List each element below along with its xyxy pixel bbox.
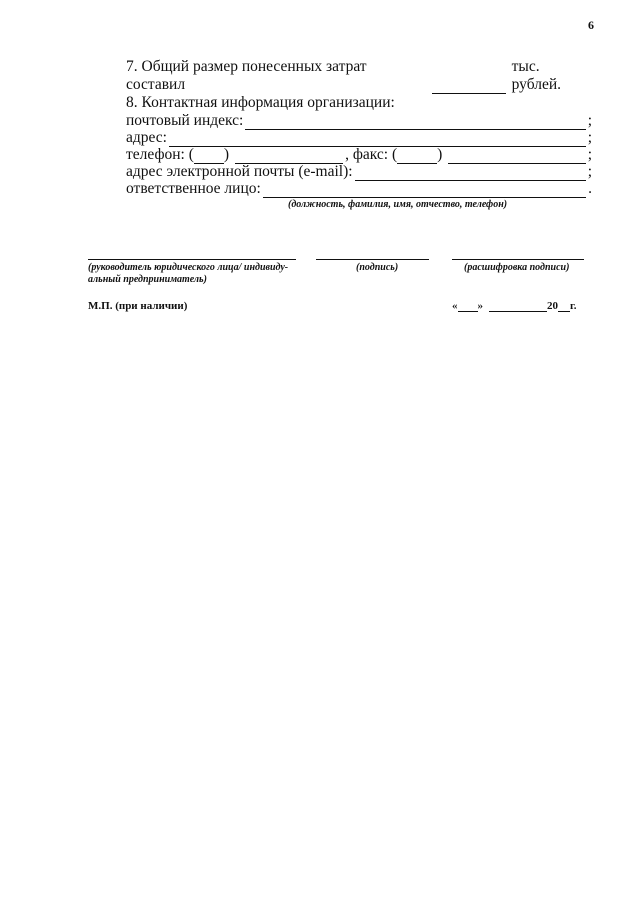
email-line xyxy=(126,163,592,181)
responsible-hint: (должность, фамилия, имя, отчество, телефон) xyxy=(288,199,508,210)
phone-number-blank[interactable] xyxy=(235,150,343,164)
total-costs-unit: тыс. рублей. xyxy=(511,58,562,93)
total-costs-line xyxy=(126,58,592,94)
day-blank[interactable] xyxy=(458,300,478,312)
date-open-quote: « xyxy=(452,300,458,312)
phone-fax-semicolon: ; xyxy=(587,146,592,163)
postal-index-blank[interactable] xyxy=(245,116,585,130)
address-label: адрес: xyxy=(126,129,167,146)
month-blank[interactable] xyxy=(489,300,547,312)
year-blank[interactable] xyxy=(558,300,570,312)
address-line xyxy=(126,129,592,147)
fax-label: , факс: ( xyxy=(345,146,398,163)
sign-caption: (подпись) xyxy=(356,262,399,273)
phone-fax-line xyxy=(126,146,592,164)
fax-code-close: ) xyxy=(437,146,443,163)
head-caption-line2: альный предприниматель) xyxy=(88,274,207,285)
address-blank[interactable] xyxy=(169,133,586,147)
phone-code-blank[interactable] xyxy=(194,150,224,164)
contact-info-heading: 8. Контактная информация организации: xyxy=(126,94,395,111)
postal-index-line xyxy=(126,112,592,130)
total-costs-blank[interactable] xyxy=(432,80,505,94)
address-semicolon: ; xyxy=(587,129,592,146)
page-number: 6 xyxy=(588,18,594,32)
signature-line[interactable] xyxy=(316,259,429,260)
date-line xyxy=(452,300,577,312)
postal-index-label: почтовый индекс: xyxy=(126,112,244,129)
postal-index-semicolon: ; xyxy=(587,112,592,129)
date-close-quote: » xyxy=(477,300,483,312)
phone-code-close: ) xyxy=(223,146,230,163)
head-caption xyxy=(88,262,288,286)
fax-number-blank[interactable] xyxy=(448,150,585,164)
head-signature-line[interactable] xyxy=(88,259,296,260)
email-semicolon: ; xyxy=(587,163,592,180)
email-blank[interactable] xyxy=(355,167,586,181)
email-label: адрес электронной почты (e-mail): xyxy=(126,163,353,180)
total-costs-label: 7. Общий размер понесенных затрат составил xyxy=(126,58,367,93)
year-prefix: 20 xyxy=(547,300,558,312)
phone-label: телефон: ( xyxy=(126,146,194,163)
stamp-label: М.П. (при наличии) xyxy=(88,300,188,312)
year-suffix: г. xyxy=(570,300,577,312)
responsible-line xyxy=(126,180,592,198)
decode-caption: (расшифровка подписи) xyxy=(464,262,570,273)
signature-decode-line[interactable] xyxy=(452,259,584,260)
head-caption-line1: (руководитель юридического лица/ индивиду- xyxy=(88,262,289,273)
responsible-period: . xyxy=(588,180,592,197)
responsible-blank[interactable] xyxy=(263,184,586,198)
responsible-label: ответственное лицо: xyxy=(126,180,261,197)
fax-code-blank[interactable] xyxy=(397,150,437,164)
